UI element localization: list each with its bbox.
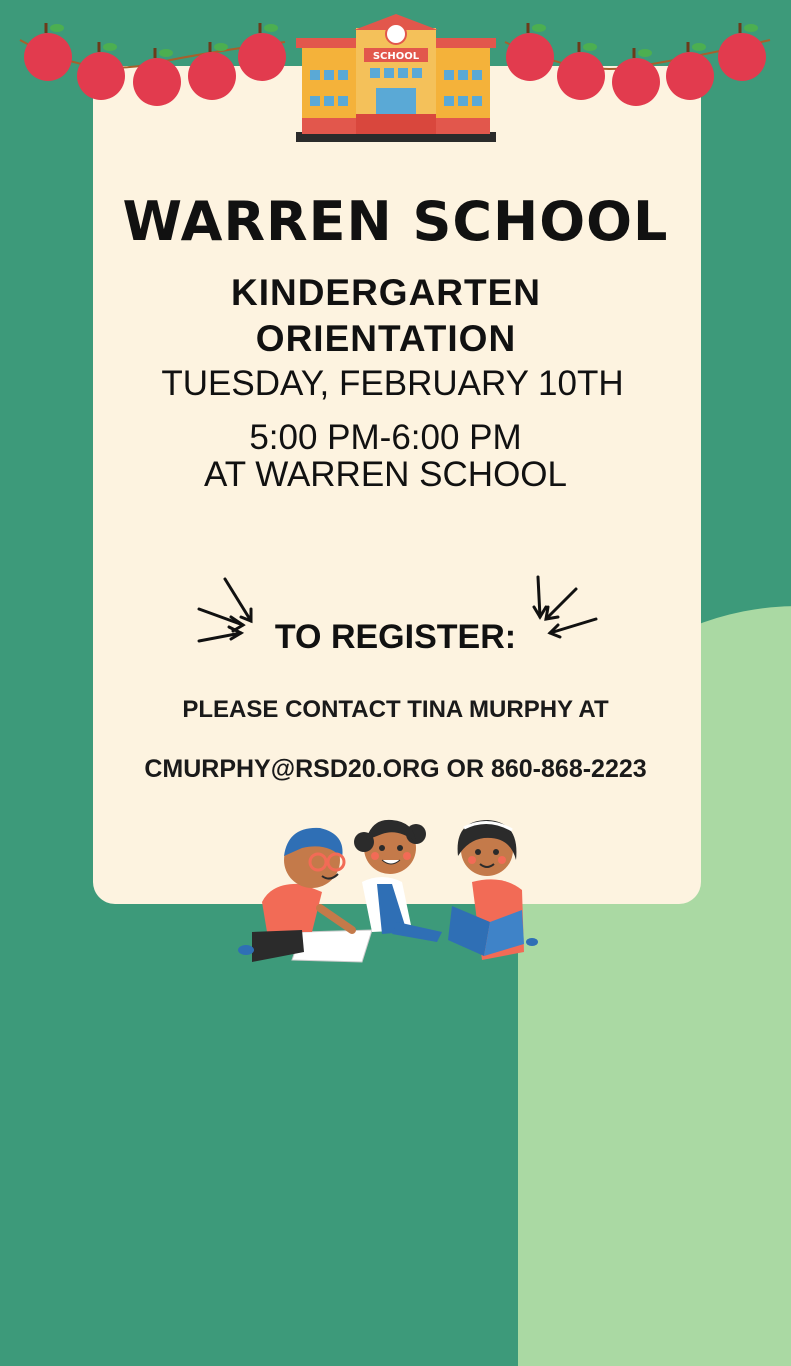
event-name	[150, 270, 622, 362]
event-name-line2: ORIENTATION	[255, 318, 517, 359]
page-title: WARREN SCHOOL	[122, 190, 669, 253]
contact-instructions: PLEASE CONTACT TINA MURPHY AT	[182, 696, 609, 723]
contact-details: CMURPHY@RSD20.ORG OR 860-868-2223	[144, 755, 647, 783]
apple-icon	[612, 48, 660, 106]
apple-icon	[506, 23, 554, 81]
apple-icon	[718, 23, 766, 81]
event-location: AT WARREN SCHOOL	[203, 455, 567, 494]
children-illustration	[232, 812, 542, 972]
apple-icon	[24, 23, 72, 81]
apple-icon	[238, 23, 286, 81]
register-heading: TO REGISTER:	[274, 618, 517, 656]
school-sign: SCHOOL	[372, 51, 420, 62]
apple-icon	[557, 42, 605, 100]
apple-icon	[133, 48, 181, 106]
event-time: 5:00 PM-6:00 PM	[249, 418, 522, 457]
event-date: TUESDAY, FEBRUARY 10TH	[161, 364, 624, 403]
event-name-line1: KINDERGARTEN	[230, 272, 542, 313]
apple-icon	[77, 42, 125, 100]
school-building-icon	[296, 12, 496, 146]
apple-icon	[666, 42, 714, 100]
